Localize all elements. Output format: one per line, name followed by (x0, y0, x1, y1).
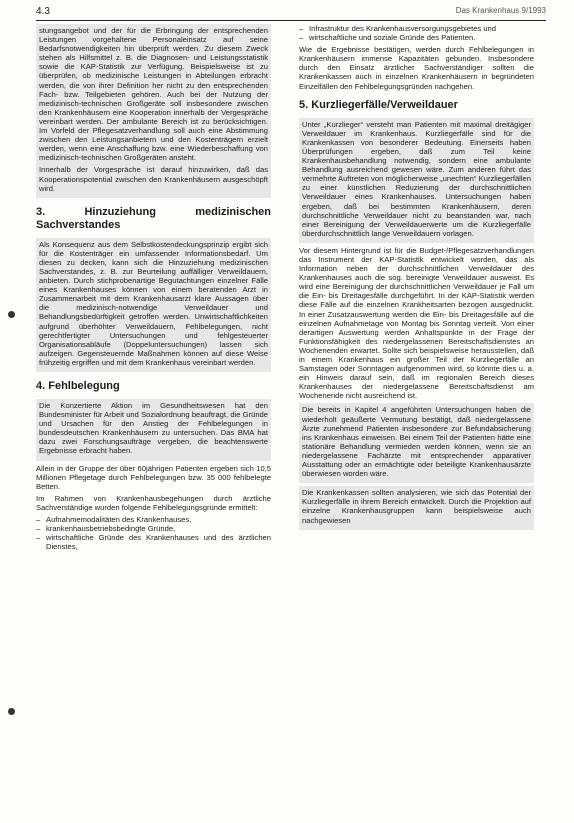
paragraph: Die bereits in Kapitel 4 angeführten Untersuchungen haben die wiederholt geäußerte Vermutung bestätigt, daß niedergelassene Ärzte zunehmend Patienten insbesondere zur Befundabsicherung ins Krankenhaus einweisen. Bei einem Teil der Patienten hätte eine stationäre Behandlung vermieden werden können, wenn sie an niedergelassene Fachärzte mit entsprechender apparativer Ausstattung oder an ermächtigte oder beteiligte Krankenhausärzte überwiesen worden wäre. (302, 405, 531, 479)
page-number: 4.3 (36, 6, 50, 17)
list-item: – Aufnahmemodalitäten des Krankenhauses, (36, 515, 271, 524)
section-heading-3: 3. Hinzuziehung medizinischen Sachverstandes (36, 205, 271, 231)
shaded-paragraph-block (36, 24, 271, 198)
paragraph: Vor diesem Hintergrund ist für die Budget-/Pflegesatzverhandlungen das Instrument der KAP-Statistik entwickelt worden, das als Information neben der durchschnittlichen Verweildauer des Krankenhauses auch die sog. bereinigte Verweildauer ausweist. Es wird eine Bereinigung der durchschnittlichen Verweildauer je Fall um die Ein- bis Dreitagesfälle durchgeführt. In der KAP-Statistik werden diese Fälle auf die einzelnen Krankheitsarten bezogen ausgedruckt. In einer Zusatzauswertung werden die Ein- bis Dreitagesfälle auf die einzelnen Aufnahmetage von Montag bis Sonntag verteilt. Von einer derartigen Auswertung werden Anhaltspunkte in der Frage der Funktionsfähigkeit des niedergelassenen Bereitschaftsdienstes an Wochenenden erwartet. Sollte sich beispielsweise herausstellen, daß in einem Krankenhaus ein großer Teil der Kurzliegerfälle an Samstagen oder Sonntagen aufgenommen wird, so könnte dies u. a. ein Hinweis darauf sein, daß im regionalen Bereich dieses Krankenhauses der niedergelassene Bereitschaftsdienst am Wochenende nicht ausreichend ist. (299, 245, 534, 401)
section-heading-5: 5. Kurzliegerfälle/Verweildauer (299, 98, 458, 111)
running-title: Das Krankenhaus 9/1993 (455, 6, 546, 15)
header-rule (36, 20, 546, 21)
paragraph: Im Rahmen von Krankenhausbegehungen durch ärztliche Sachverständige wurden folgende Fehlbelegungsgründe ermittelt: (36, 493, 271, 512)
section-heading-4: 4. Fehlbelegung (36, 380, 120, 392)
paragraph: Allein in der Gruppe der über 60jährigen Patienten ergeben sich 10,5 Millionen Pflegetage durch Fehlbelegungen bzw. 35 000 fehlbelegte Betten. (36, 463, 271, 491)
list-item: – wirtschaftliche und soziale Gründe des Patienten. (299, 33, 534, 42)
shaded-paragraph-block (36, 399, 271, 461)
reasons-list-continued (299, 24, 534, 42)
hole-punch-mark-top (8, 311, 15, 318)
reasons-list (36, 515, 271, 551)
paragraph: Unter „Kurzlieger“ versteht man Patienten mit maximal dreitägiger Verweildauer im Krankenhaus. Kurzliegerfälle sind für die Krankenkassen von besonderer Bedeutung. Einerseits haben Überprüfungen ergeben, daß zum Teil keine Krankenhausbehandlung notwendig, sondern eine ambulante Behandlung ausreichend gewesen wäre. Zum anderen führt das vermehrte Auftreten von möglicherweise „unechten“ Kurzliegerfällen zu einer künstlichen Reduzierung der durchschnittlichen Verweildauer eines Krankenhauses. Untersuchungen haben ergeben, daß bei bestimmten Krankenhäusern, deren durchschnittliche Verweildauer nicht zu beanstanden war, nach einer Bereinigung der Verweildauerwerte um die Kurzliegerfälle überdurchschnittlich lange Verweildauern vorlagen. (302, 119, 531, 238)
paragraph: Wie die Ergebnisse bestätigen, werden durch Fehlbelegungen in Krankenhäusern immense Kapazitäten gebunden. Insbesondere durch den Einsatz ärztlicher Sachverständiger sollten die Krankenkassen auch in einzelnen Krankenhäusern in begründeten Einzelfällen den Fehlbelegungsgründen nachgehen. (299, 45, 534, 91)
paragraph: Als Konsequenz aus dem Selbstkostendeckungsprinzip ergibt sich für die Kostenträger ein umfassender Informationsbedarf. Um diesen zu decken, kann sich die Hinzuziehung medizinischen Sachverstandes, z. B. zur Beurteilung auffälliger Verweildauern, anbieten. Durch stichprobenartige Begutachtungen einzelner Fälle eines Krankenhauses können von einem beratenden Arzt in Zusammenarbeit mit dem Krankenhausarzt klare Aussagen über die medizinisch-notwendige Verweildauer und Behandlungsbedürftigkeit getroffen werden. Unwirtschaftlichkeiten aufgrund überhöhter Verweildauern, Fehlbelegungen, nicht gerechtfertigter Untersuchungen und fehlgesteuerter Organisationsabläufe (Doppeluntersuchungen) lassen sich aufzeigen. Gegensteuernde Maßnahmen können auf diese Weise frühzeitig ergriffen und mit dem Krankenhaus vereinbart werden. (39, 239, 268, 367)
paragraph: Die Konzertierte Aktion im Gesundheitswesen hat den Bundesminister für Arbeit und Sozialordnung beauftragt, die Gründe und Ursachen für den Anstieg der Fehlbelegungen in bundesdeutschen Krankenhäusern zu untersuchen. Das BMA hat dazu zwei Forschungsaufträge vergeben, die beachtenswerte Ergebnisse erbracht haben. (39, 401, 268, 456)
list-item: – Infrastruktur des Krankenhausversorgungsgebietes und (299, 24, 534, 33)
list-item: – krankenhausbetriebsbedingte Gründe, (36, 524, 271, 533)
shaded-paragraph-block (299, 486, 534, 529)
shaded-paragraph-block (299, 403, 534, 483)
paragraph: Die Krankenkassen sollten analysieren, wie sich das Potential der Kurzliegerfälle in ihrem Bereich entwickelt. Durch die Projektion auf einzelne Krankenhausgruppen kann beispielsweise auch nachgewiesen (302, 488, 531, 525)
right-column (299, 24, 534, 533)
paragraph: stungsangebot und der für die Erbringung der entsprechenden Leistungen vorgehaltene Personaleinsatz auf seine Bedarfsnotwendigkeiten hin überprüft werden. Zu diesem Zweck stehen als Hilfsmittel z. B. die Diagnosen- und Leistungsstatistik sowie die KAP-Statistik zur Verfügung. Beispielsweise ist zu überprüfen, ob medizinische Leistungen in Abteilungen erbracht werden, die von ihrer Definition her nicht zu den entsprechenden Fach- bzw. Teilgebieten gehören. Auch bei der Nutzung der medizinisch-technischen Großgeräte soll insbesondere zwischen den Krankenhäusern eine Kooperation innerhalb der Vergespräche vereinbart werden. Der ambulante Bereich ist zu berücksichtigen. Im Vorfeld der Pflegesatzverhandlung soll auch eine Abstimmung zwischen den Leistungsanbietern und den Kostenträgern erzielt werden, wenn eine Anschaffung bzw. eine Wiederbeschaffung von medizinisch-technischen Großgeräten ansteht. (39, 26, 268, 163)
hole-punch-mark-bottom (8, 708, 15, 715)
shaded-paragraph-block (36, 238, 271, 372)
left-column (36, 24, 271, 554)
shaded-paragraph-block (299, 118, 534, 243)
paragraph: Innerhalb der Vorgespräche ist darauf hinzuwirken, daß das Kooperationspotential zwischen den Krankenhäusern ausgeschöpft wird. (39, 165, 268, 193)
list-item: – wirtschaftliche Gründe des Krankenhauses und des ärztlichen Dienstes, (36, 533, 271, 551)
